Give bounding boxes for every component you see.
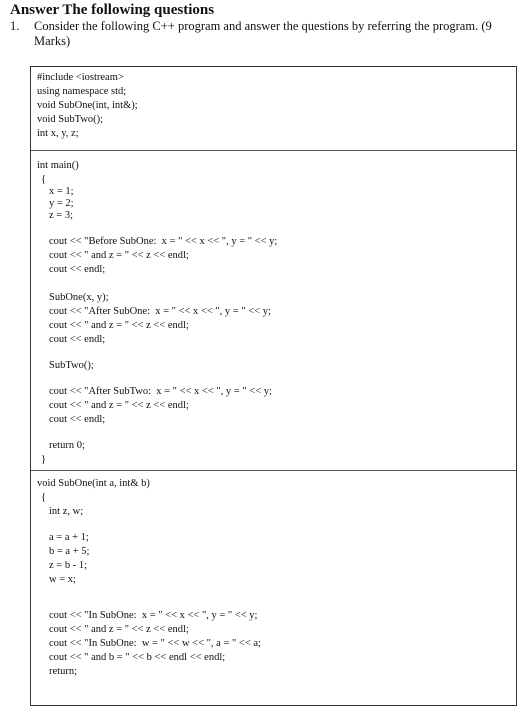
code-line: int x, y, z; [37, 128, 79, 139]
code-line: a = a + 1; [49, 532, 89, 543]
code-line: cout << "After SubOne: x = " << x << ", y = " << y; [49, 306, 271, 317]
code-line: } [41, 454, 47, 465]
code-line: int z, w; [49, 506, 84, 517]
code-line: cout << " and z = " << z << endl; [49, 320, 189, 331]
code-line: void SubOne(int, int&); [37, 100, 138, 111]
code-line: cout << "After SubTwo: x = " << x << ", y = " << y; [49, 386, 272, 397]
code-line: void SubTwo(); [37, 114, 104, 125]
code-line: cout << endl; [49, 334, 106, 345]
code-line: { [41, 174, 47, 185]
code-line: using namespace std; [37, 86, 127, 97]
code-line: cout << " and z = " << z << endl; [49, 250, 189, 261]
code-line: w = x; [49, 574, 76, 585]
code-line: y = 2; [49, 198, 74, 209]
code-line: cout << endl; [49, 264, 106, 275]
code-line: SubTwo(); [49, 360, 94, 371]
code-line: { [41, 492, 47, 503]
code-line: cout << "Before SubOne: x = " << x << ", y = " << y; [49, 236, 278, 247]
code-line: #include <iostream> [37, 72, 124, 83]
code-line: int main() [37, 160, 79, 171]
code-line: cout << " and z = " << z << endl; [49, 400, 189, 411]
code-divider [31, 150, 516, 151]
code-line: x = 1; [49, 186, 74, 197]
code-line: z = b - 1; [49, 560, 87, 571]
code-line: SubOne(x, y); [49, 292, 109, 303]
code-line: void SubOne(int a, int& b) [37, 478, 150, 489]
code-line: return 0; [49, 440, 85, 451]
code-line: b = a + 5; [49, 546, 90, 557]
code-line: cout << "In SubOne: w = " << w << ", a = " << a; [49, 638, 261, 649]
question-number: 1. [10, 19, 20, 33]
code-line: cout << " and z = " << z << endl; [49, 624, 189, 635]
code-line: cout << endl; [49, 414, 106, 425]
question-text: Consider the following C++ program and answer the questions by referring the program. (9 Marks) [34, 19, 492, 48]
code-line: cout << " and b = " << b << endl << endl; [49, 652, 226, 663]
code-line: z = 3; [49, 210, 73, 221]
code-line: cout << "In SubOne: x = " << x << ", y = " << y; [49, 610, 258, 621]
code-line: return; [49, 666, 77, 677]
page-heading: Answer The following questions [10, 2, 215, 18]
code-divider [31, 470, 516, 471]
